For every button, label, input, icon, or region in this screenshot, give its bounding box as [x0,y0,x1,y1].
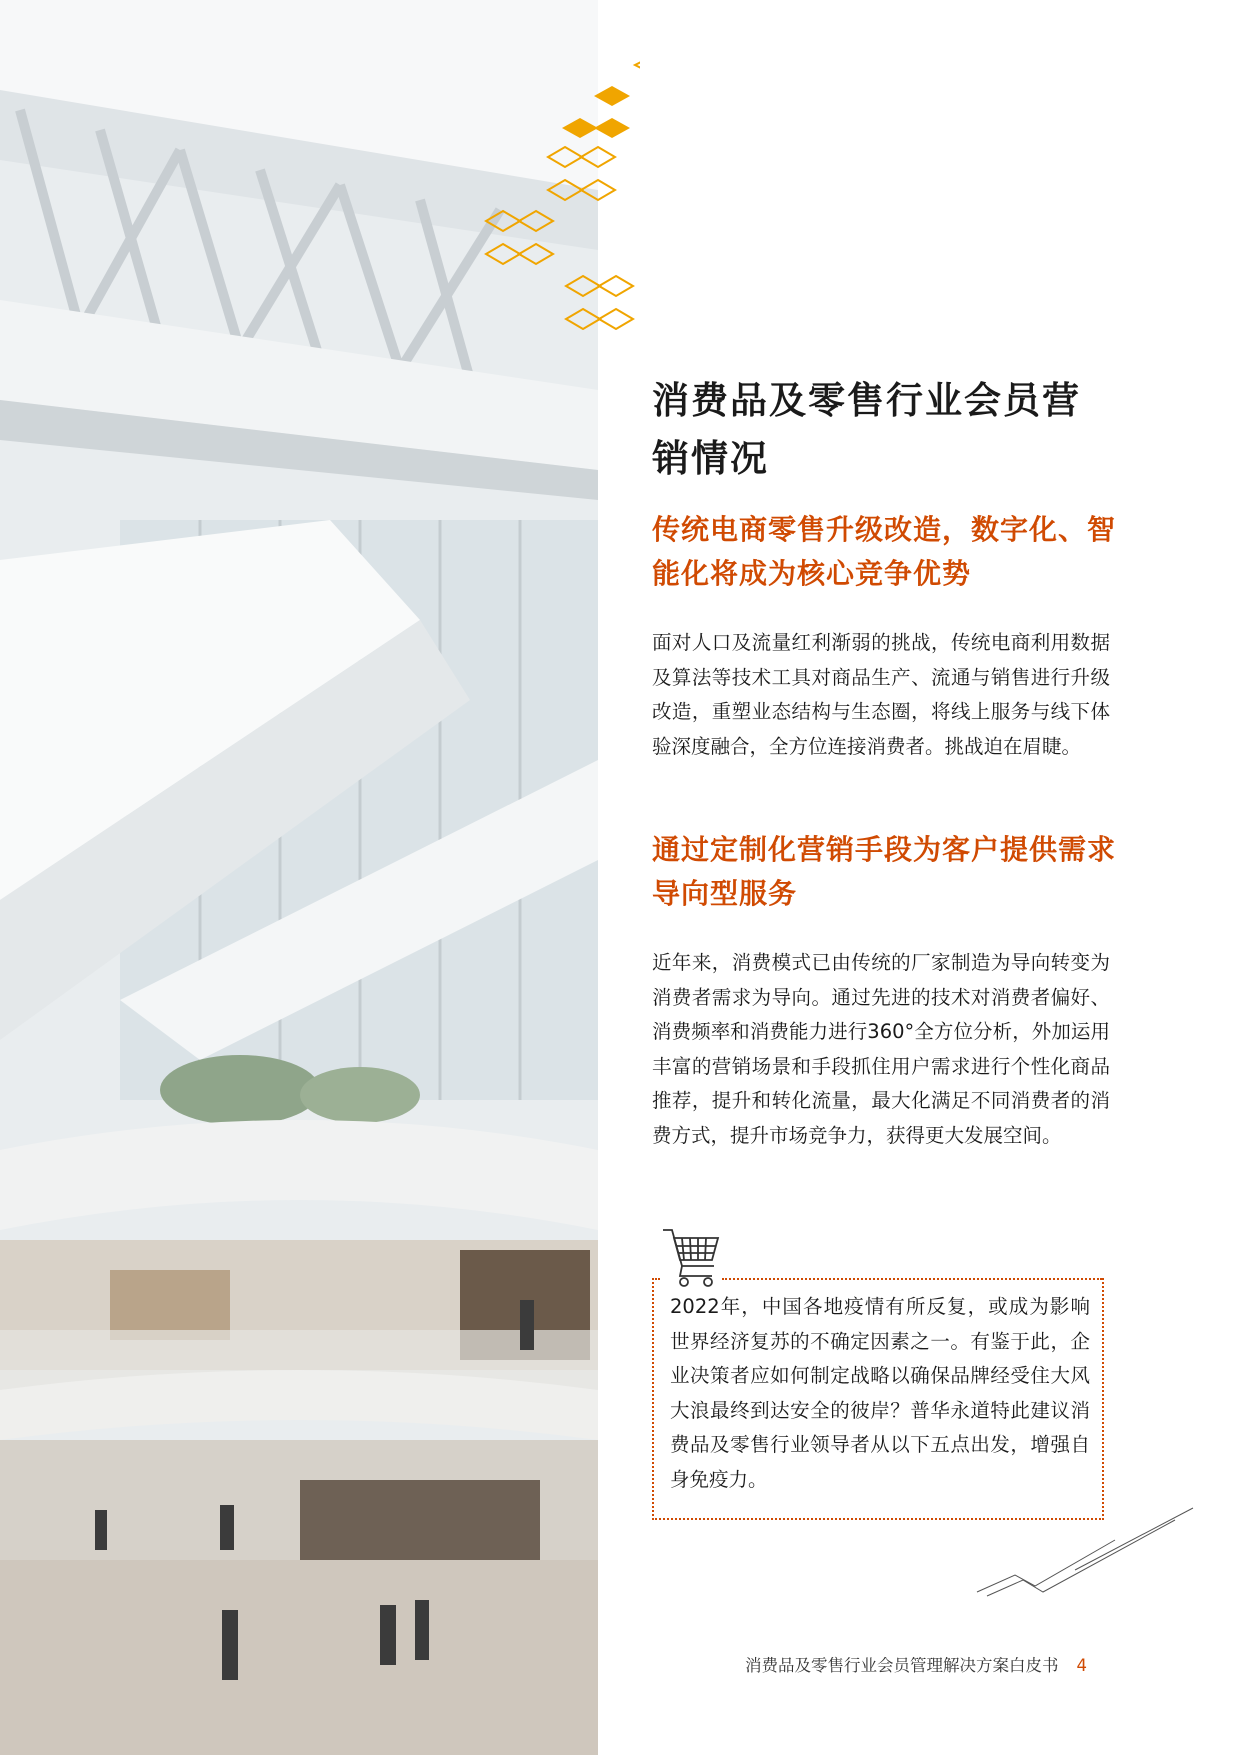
page-title: 消费品及零售行业会员营销情况 [652,379,1081,480]
decorative-lines [975,1500,1195,1600]
footer-doc-title: 消费品及零售行业会员管理解决方案白皮书 [745,1656,1059,1675]
section2-body: 近年来，消费模式已由传统的厂家制造为导向转变为消费者需求为导向。通过先进的技术对消费者偏好、消费频率和消费能力进行360°全方位分析，外加运用丰富的营销场景和手段抓住用户需求进行个性化商品推荐，提升和转化流量，最大化满足不同消费者的消费方式，提升市场竞争力，获得更大发展空间。 [652,951,1110,1147]
decorative-diamonds [470,40,640,330]
section2-heading: 通过定制化营销手段为客户提供需求导向型服务 [652,833,1117,910]
section1-body: 面对人口及流量红利渐弱的挑战，传统电商利用数据及算法等技术工具对商品生产、流通与销售进行升级改造，重塑业态结构与生态圈，将线上服务与线下体验深度融合，全方位连接消费者。挑战迫在眉睫。 [652,631,1110,758]
section1-heading: 传统电商零售升级改造，数字化、智能化将成为核心竞争优势 [652,513,1117,590]
page-footer [745,1652,1125,1676]
callout-text: 2022年，中国各地疫情有所反复，或成为影响世界经济复苏的不确定因素之一。有鉴于此，企业决策者应如何制定战略以确保品牌经受住大风大浪最终到达安全的彼岸？普华永道特此建议消费品及零售行业领导者从以下五点出发，增强自身免疫力。 [670,1295,1090,1491]
page-number: 4 [1076,1656,1087,1675]
